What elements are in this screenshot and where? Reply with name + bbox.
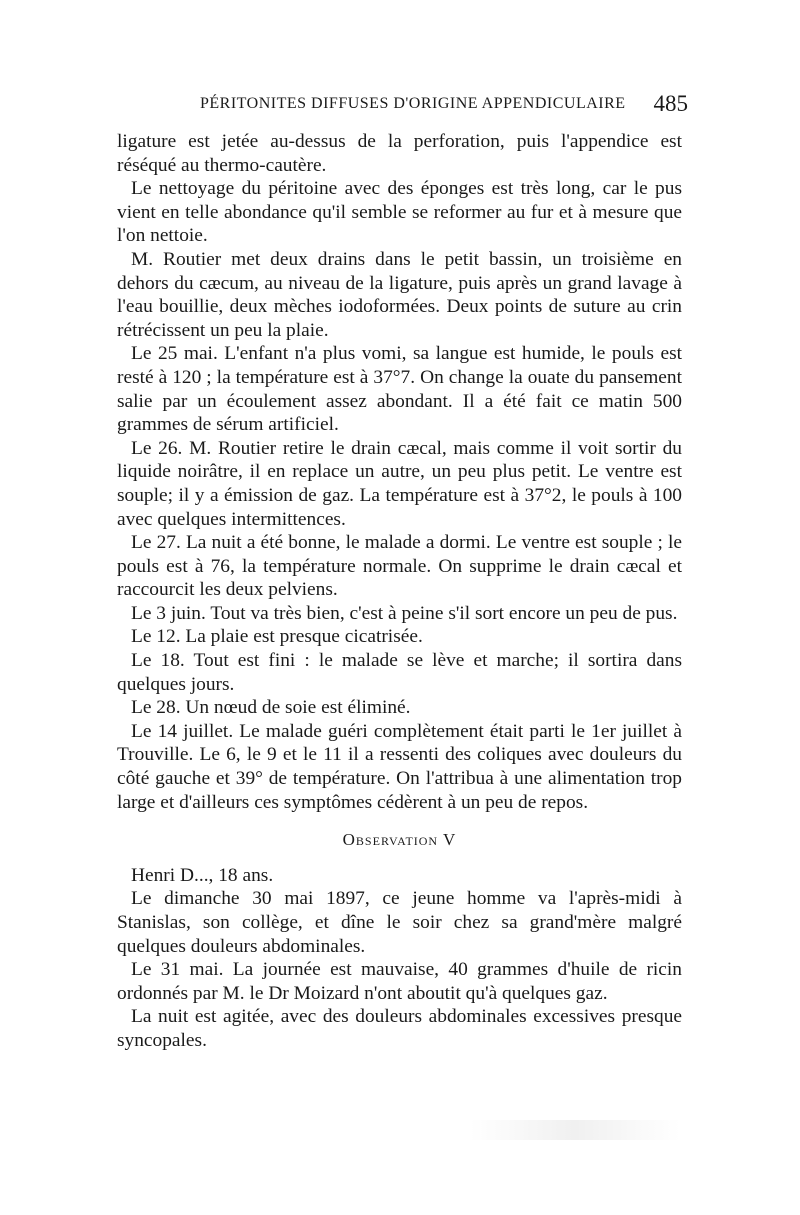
paragraph: Le 27. La nuit a été bonne, le malade a dormi. Le ventre est souple ; le pouls est à 76, la température normale. On supprime le drain cæcal et raccourcit les deux pelviens. — [117, 532, 682, 601]
paragraph: Henri D..., 18 ans. — [131, 864, 274, 886]
paragraph: Le 25 mai. L'enfant n'a plus vomi, sa langue est humide, le pouls est resté à 120 ; la température est à 37°7. On change la ouate du pansement salie par un écoulement assez abondant. Il a été fait ce matin 500 grammes de sérum artificiel. — [117, 343, 682, 436]
observation-heading: Observation V — [342, 830, 457, 850]
paragraph: Le 26. M. Routier retire le drain cæcal, mais comme il voit sortir du liquide noirâtre, il en replace un autre, un peu plus petit. Le ventre est souple; il y a émission de gaz. La température est à 37°2, le pouls à 100 avec quelques intermittences. — [117, 437, 682, 530]
paragraph: La nuit est agitée, avec des douleurs abdominales excessives presque syncopales. — [117, 1006, 682, 1051]
running-head: PÉRITONITES DIFFUSES D'ORIGINE APPENDICULAIRE — [200, 95, 626, 112]
paragraph: Le 18. Tout est fini : le malade se lève et marche; il sortira dans quelques jours. — [117, 650, 682, 695]
page-header — [118, 91, 688, 125]
scan-smudge — [470, 1120, 680, 1140]
paragraph: Le dimanche 30 mai 1897, ce jeune homme va l'après-midi à Stanislas, son collège, et dîne le soir chez sa grand'mère malgré quelques douleurs abdominales. — [117, 888, 682, 957]
body-text — [117, 130, 682, 1053]
paragraph: Le 12. La plaie est presque cicatrisée. — [131, 626, 423, 648]
paragraph: Le nettoyage du péritoine avec des éponges est très long, car le pus vient en telle abondance qu'il semble se reformer au fur et à mesure que l'on nettoie. — [117, 178, 682, 247]
paragraph: Le 31 mai. La journée est mauvaise, 40 grammes d'huile de ricin ordonnés par M. le Dr Moizard n'ont aboutit qu'à quelques gaz. — [117, 959, 682, 1004]
paragraph: Le 28. Un nœud de soie est éliminé. — [131, 697, 411, 719]
paragraph: Le 14 juillet. Le malade guéri complètement était parti le 1er juillet à Trouville. Le 6, le 9 et le 11 il a ressenti des coliques avec douleurs du côté gauche et 39° de température. On l'attribua à une alimentation trop large et d'ailleurs ces symptômes cédèrent à un peu de repos. — [117, 720, 682, 813]
paragraph: Le 3 juin. Tout va très bien, c'est à peine s'il sort encore un peu de pus. — [131, 602, 678, 624]
paragraph: M. Routier met deux drains dans le petit bassin, un troisième en dehors du cæcum, au niveau de la ligature, puis après un grand lavage à l'eau bouillie, deux mèches iodoformées. Deux points de suture au crin rétrécissent un peu la plaie. — [117, 248, 682, 341]
page-number: 485 — [653, 91, 688, 116]
paragraph: ligature est jetée au-dessus de la perforation, puis l'appendice est réséqué au thermo-cautère. — [117, 131, 682, 176]
